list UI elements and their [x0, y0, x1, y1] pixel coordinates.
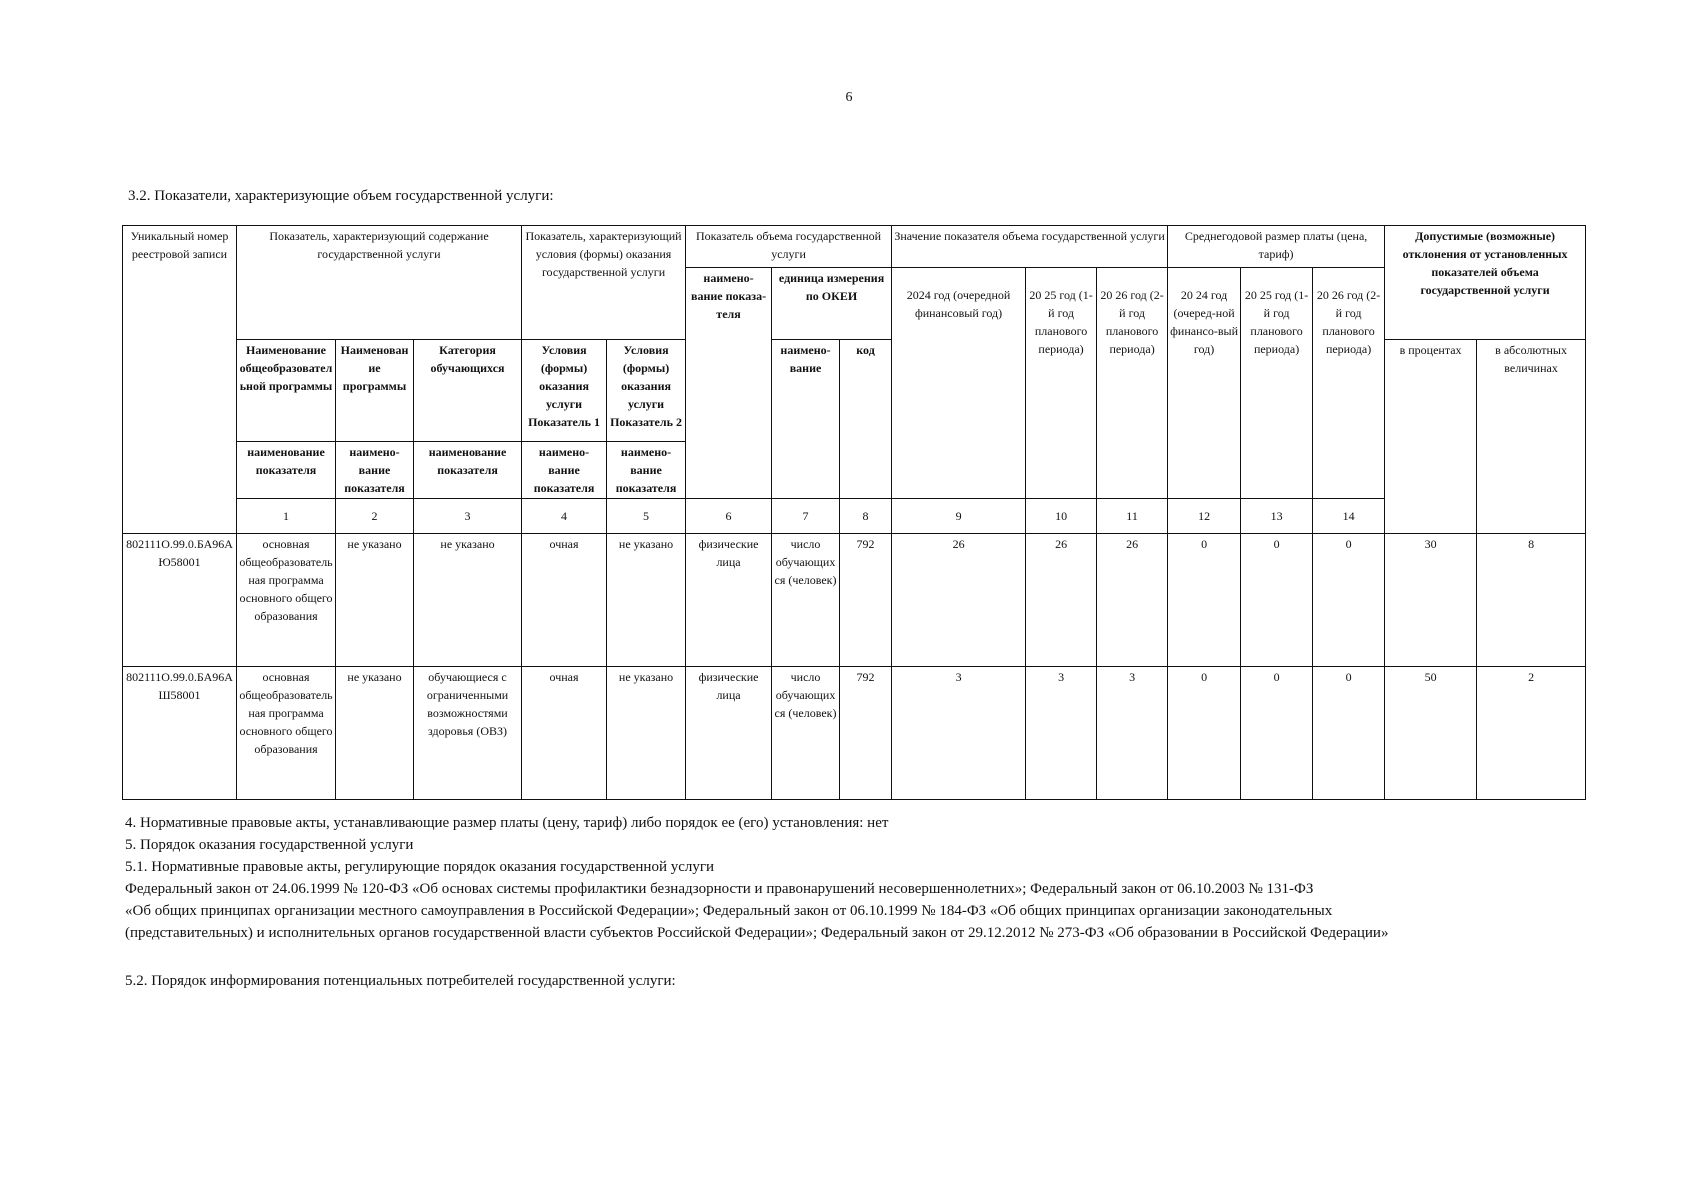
header-unit-code: код: [840, 340, 892, 499]
column-number: 7: [772, 499, 840, 534]
program: не указано: [336, 667, 414, 800]
deviation-percent: 50: [1385, 667, 1477, 800]
law-line-2: «Об общих принципах организации местного самоуправления в Российской Федерации»; Федеральный закон от 06.10.1999 № 184-ФЗ «Об общих принципах организации законодательных: [125, 903, 1333, 919]
volume-indicator: физические лица: [686, 667, 772, 800]
header-volume-value: Значение показателя объема государственной услуги: [892, 226, 1168, 268]
column-number: 8: [840, 499, 892, 534]
header-conditions-indicator: Показатель, характеризующий условия (формы) оказания государственной услуги: [522, 226, 686, 340]
fee-2026: 0: [1313, 534, 1385, 667]
header-form-indicator-2: Условия (формы) оказания услуги Показатель 2: [607, 340, 686, 442]
header-value-2024: 2024 год (очередной финансовый год): [892, 268, 1026, 499]
informing-section: [125, 970, 1585, 992]
value-2024: 26: [892, 534, 1026, 667]
deviation-absolute: 2: [1477, 667, 1586, 800]
unit-code: 792: [840, 667, 892, 800]
form-indicator-1: очная: [522, 667, 607, 800]
volume-indicators-table: [122, 225, 1586, 800]
paragraph-5-2: 5.2. Порядок информирования потенциальных потребителей государственной услуги:: [125, 973, 676, 989]
column-number: 11: [1097, 499, 1168, 534]
header-content-indicator: Показатель, характеризующий содержание государственной услуги: [237, 226, 522, 340]
program: не указано: [336, 534, 414, 667]
program-name: основная общеобразовательная программа основного общего образования: [237, 534, 336, 667]
header-allowed-deviations: Допустимые (возможные) отклонения от установленных показателей объема государственной услуги: [1385, 226, 1586, 340]
header-indicator-name-2: наименование показателя: [237, 442, 336, 499]
unit-code: 792: [840, 534, 892, 667]
value-2026: 3: [1097, 667, 1168, 800]
header-indicator-name-4: наименование показателя: [414, 442, 522, 499]
form-indicator-2: не указано: [607, 667, 686, 800]
header-fee-2024: 20 24 год (очеред-ной финансо-вый год): [1168, 268, 1241, 499]
column-number: 9: [892, 499, 1026, 534]
fee-2025: 0: [1241, 534, 1313, 667]
table-row: [123, 534, 1586, 667]
header-in-percent: в процентах: [1385, 340, 1477, 534]
value-2026: 26: [1097, 534, 1168, 667]
header-fee-2025: 20 25 год (1-й год планового периода): [1241, 268, 1313, 499]
header-program-name: Наименование общеобразовательной программы: [237, 340, 336, 442]
header-okei-unit: единица измерения по ОКЕИ: [772, 268, 892, 340]
header-volume-indicator: Показатель объема государственной услуги: [686, 226, 892, 268]
value-2025: 3: [1026, 667, 1097, 800]
column-number: 5: [607, 499, 686, 534]
fee-2026: 0: [1313, 667, 1385, 800]
column-number: 1: [237, 499, 336, 534]
header-indicator-name: наимено-вание показа-теля: [686, 268, 772, 499]
column-number: 14: [1313, 499, 1385, 534]
table-row: [123, 667, 1586, 800]
registry-number: 802111О.99.0.БА96АШ58001: [123, 667, 237, 800]
value-2025: 26: [1026, 534, 1097, 667]
section-title: 3.2. Показатели, характеризующие объем государственной услуги:: [128, 188, 554, 204]
paragraph-5: 5. Порядок оказания государственной услуги: [125, 837, 414, 853]
header-form-indicator-1: Условия (формы) оказания услуги Показатель 1: [522, 340, 607, 442]
header-indicator-name-6: наимено-вание показателя: [607, 442, 686, 499]
column-number: 6: [686, 499, 772, 534]
student-category: обучающиеся с ограниченными возможностями здоровья (ОВЗ): [414, 667, 522, 800]
unit-name: число обучающихся (человек): [772, 667, 840, 800]
law-line-1: Федеральный закон от 24.06.1999 № 120-ФЗ «Об основах системы профилактики безнадзорности и правонарушений несовершеннолетних»; Федеральный закон от 06.10.2003 № 131-ФЗ: [125, 881, 1314, 897]
program-name: основная общеобразовательная программа основного общего образования: [237, 667, 336, 800]
registry-number: 802111О.99.0.БА96АЮ58001: [123, 534, 237, 667]
header-indicator-name-3: наимено-вание показателя: [336, 442, 414, 499]
unit-name: число обучающихся (человек): [772, 534, 840, 667]
value-2024: 3: [892, 667, 1026, 800]
header-fee-2026: 20 26 год (2-й год планового периода): [1313, 268, 1385, 499]
deviation-percent: 30: [1385, 534, 1477, 667]
fee-2024: 0: [1168, 667, 1241, 800]
header-unit-name: наимено-вание: [772, 340, 840, 499]
form-indicator-1: очная: [522, 534, 607, 667]
normative-acts-section: [125, 812, 1585, 944]
header-program: Наименование программы: [336, 340, 414, 442]
law-line-3: (представительных) и исполнительных органов государственной власти субъектов Российской Федерации»; Федеральный закон от 29.12.2012 № 273-ФЗ «Об образовании в Российской Федерации»: [125, 925, 1389, 941]
column-number: 13: [1241, 499, 1313, 534]
header-average-fee: Среднегодовой размер платы (цена, тариф): [1168, 226, 1385, 268]
volume-indicator: физические лица: [686, 534, 772, 667]
header-registry-number: Уникальный номер реестровой записи: [123, 226, 237, 534]
fee-2025: 0: [1241, 667, 1313, 800]
header-value-2026: 20 26 год (2-й год планового периода): [1097, 268, 1168, 499]
deviation-absolute: 8: [1477, 534, 1586, 667]
student-category: не указано: [414, 534, 522, 667]
column-number: 3: [414, 499, 522, 534]
column-number: 10: [1026, 499, 1097, 534]
paragraph-5-1: 5.1. Нормативные правовые акты, регулирующие порядок оказания государственной услуги: [125, 859, 715, 875]
header-value-2025: 20 25 год (1-й год планового периода): [1026, 268, 1097, 499]
column-number: 4: [522, 499, 607, 534]
header-in-absolute: в абсолютных величинах: [1477, 340, 1586, 534]
form-indicator-2: не указано: [607, 534, 686, 667]
page-number: 6: [845, 90, 853, 105]
column-number: 2: [336, 499, 414, 534]
header-student-category: Категория обучающихся: [414, 340, 522, 442]
fee-2024: 0: [1168, 534, 1241, 667]
column-number: 12: [1168, 499, 1241, 534]
header-indicator-name-5: наимено-вание показателя: [522, 442, 607, 499]
paragraph-4: 4. Нормативные правовые акты, устанавливающие размер платы (цену, тариф) либо порядок ее (его) установления: нет: [125, 815, 889, 831]
